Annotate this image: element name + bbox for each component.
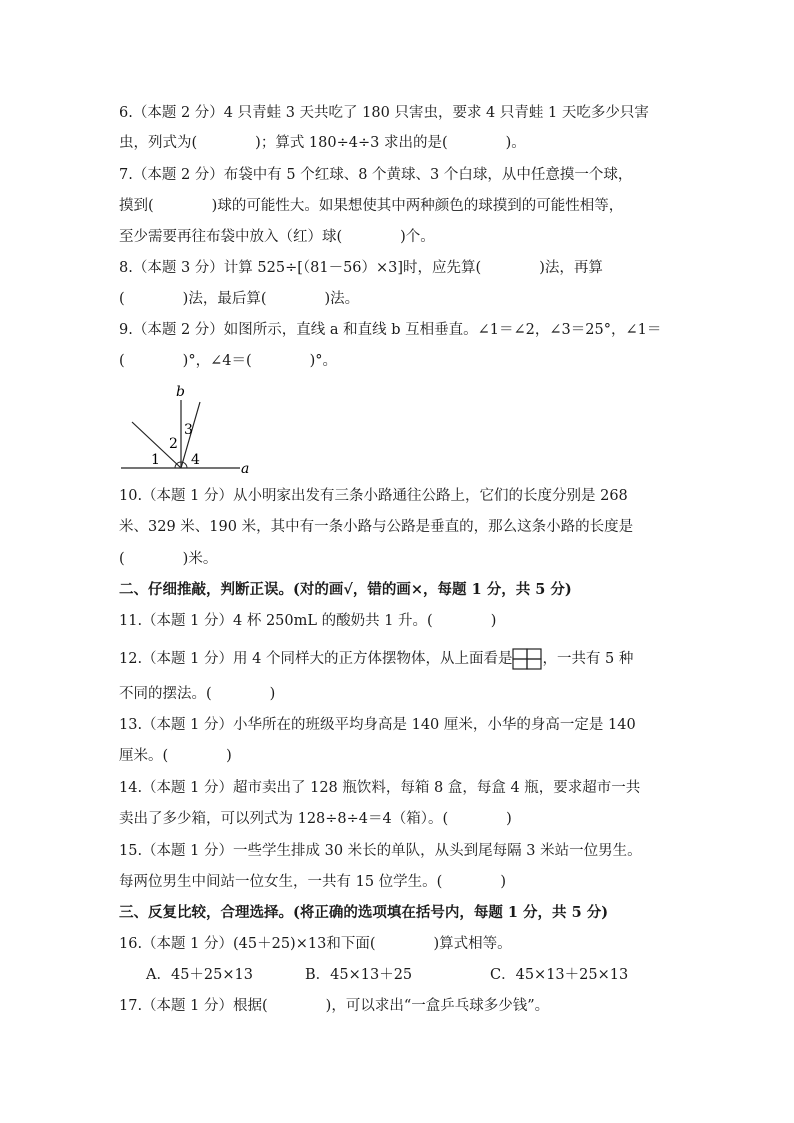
q10-line3: ( )米。 [119, 551, 218, 567]
q15-line1: 15.（本题 1 分）一些学生排成 30 米长的单队，从头到尾每隔 3 米站一位男生。 [119, 843, 642, 859]
section3-heading: 三、反复比较，合理选择。(将正确的选项填在括号内，每题 1 分，共 5 分) [119, 904, 609, 921]
q14-line2: 卖出了多少箱，可以列式为 128÷8÷4＝4（箱）。( ) [119, 811, 512, 827]
q15-line2: 每两位男生中间站一位女生，一共有 15 位学生。( ) [119, 874, 506, 890]
q16-line1: 16.（本题 1 分）(45＋25)×13和下面( )算式相等。 [119, 936, 512, 952]
q12-line2: 不同的摆法。( ) [119, 686, 276, 702]
q9-line1: 9.（本题 2 分）如图所示，直线 a 和直线 b 互相垂直。∠1＝∠2，∠3＝25°，∠1＝ [119, 322, 662, 338]
q9-line2: ( )°，∠4＝( )°。 [119, 353, 338, 369]
q11: 11.（本题 1 分）4 杯 250mL 的酸奶共 1 升。( ) [119, 613, 497, 629]
q12-line1-text-b: ，一共有 5 种 [542, 651, 634, 667]
q14-line1: 14.（本题 1 分）超市卖出了 128 瓶饮料，每箱 8 盒，每盒 4 瓶，要求超市一共 [119, 780, 641, 796]
q8-line2: ( )法，最后算( )法。 [119, 291, 360, 307]
top-view-cubes-icon [512, 648, 542, 670]
q12-line1-text-a: 12.（本题 1 分）用 4 个同样大的正方体摆物体，从上面看是 [119, 651, 513, 667]
q13-line2: 厘米。( ) [119, 748, 232, 764]
section2-heading: 二、仔细推敲，判断正误。(对的画√，错的画×，每题 1 分，共 5 分) [119, 581, 572, 598]
q7-line1: 7.（本题 2 分）布袋中有 5 个红球、8 个黄球、3 个白球，从中任意摸一个球， [119, 167, 633, 183]
perpendicular-lines-figure [118, 382, 268, 478]
q16-option-b: B．45×13＋25 [305, 967, 413, 983]
q7-line2: 摸到( )球的可能性大。如果想使其中两种颜色的球摸到的可能性相等， [119, 198, 624, 214]
q6-line1: 6.（本题 2 分）4 只青蛙 3 天共吃了 180 只害虫，要求 4 只青蛙 1 天吃多少只害 [119, 105, 649, 121]
q8-line1: 8.（本题 3 分）计算 525÷[（81－56）×3]时，应先算( )法，再算 [119, 260, 603, 276]
q10-line2: 米、329 米、190 米，其中有一条小路与公路是垂直的，那么这条小路的长度是 [119, 519, 634, 535]
q16-option-c: C．45×13＋25×13 [490, 967, 629, 983]
q6-line2: 虫，列式为( )；算式 180÷4÷3 求出的是( )。 [119, 135, 526, 151]
q13-line1: 13.（本题 1 分）小华所在的班级平均身高是 140 厘米，小华的身高一定是 140 [119, 717, 636, 733]
q10-line1: 10.（本题 1 分）从小明家出发有三条小路通往公路上，它们的长度分别是 268 [119, 488, 628, 504]
angle-1-label: 1 [151, 452, 160, 468]
q17: 17.（本题 1 分）根据( )，可以求出“一盒乒乓球多少钱”。 [119, 998, 550, 1014]
angle-3-label: 3 [184, 422, 193, 438]
label-a: a [241, 461, 250, 477]
q16-option-a: A．45＋25×13 [146, 967, 253, 983]
angle-2-label: 2 [169, 436, 178, 452]
angle-4-label: 4 [191, 452, 200, 468]
q7-line3: 至少需要再往布袋中放入（红）球( )个。 [119, 229, 435, 245]
q12-line1 [119, 648, 633, 670]
label-b: b [176, 384, 185, 400]
